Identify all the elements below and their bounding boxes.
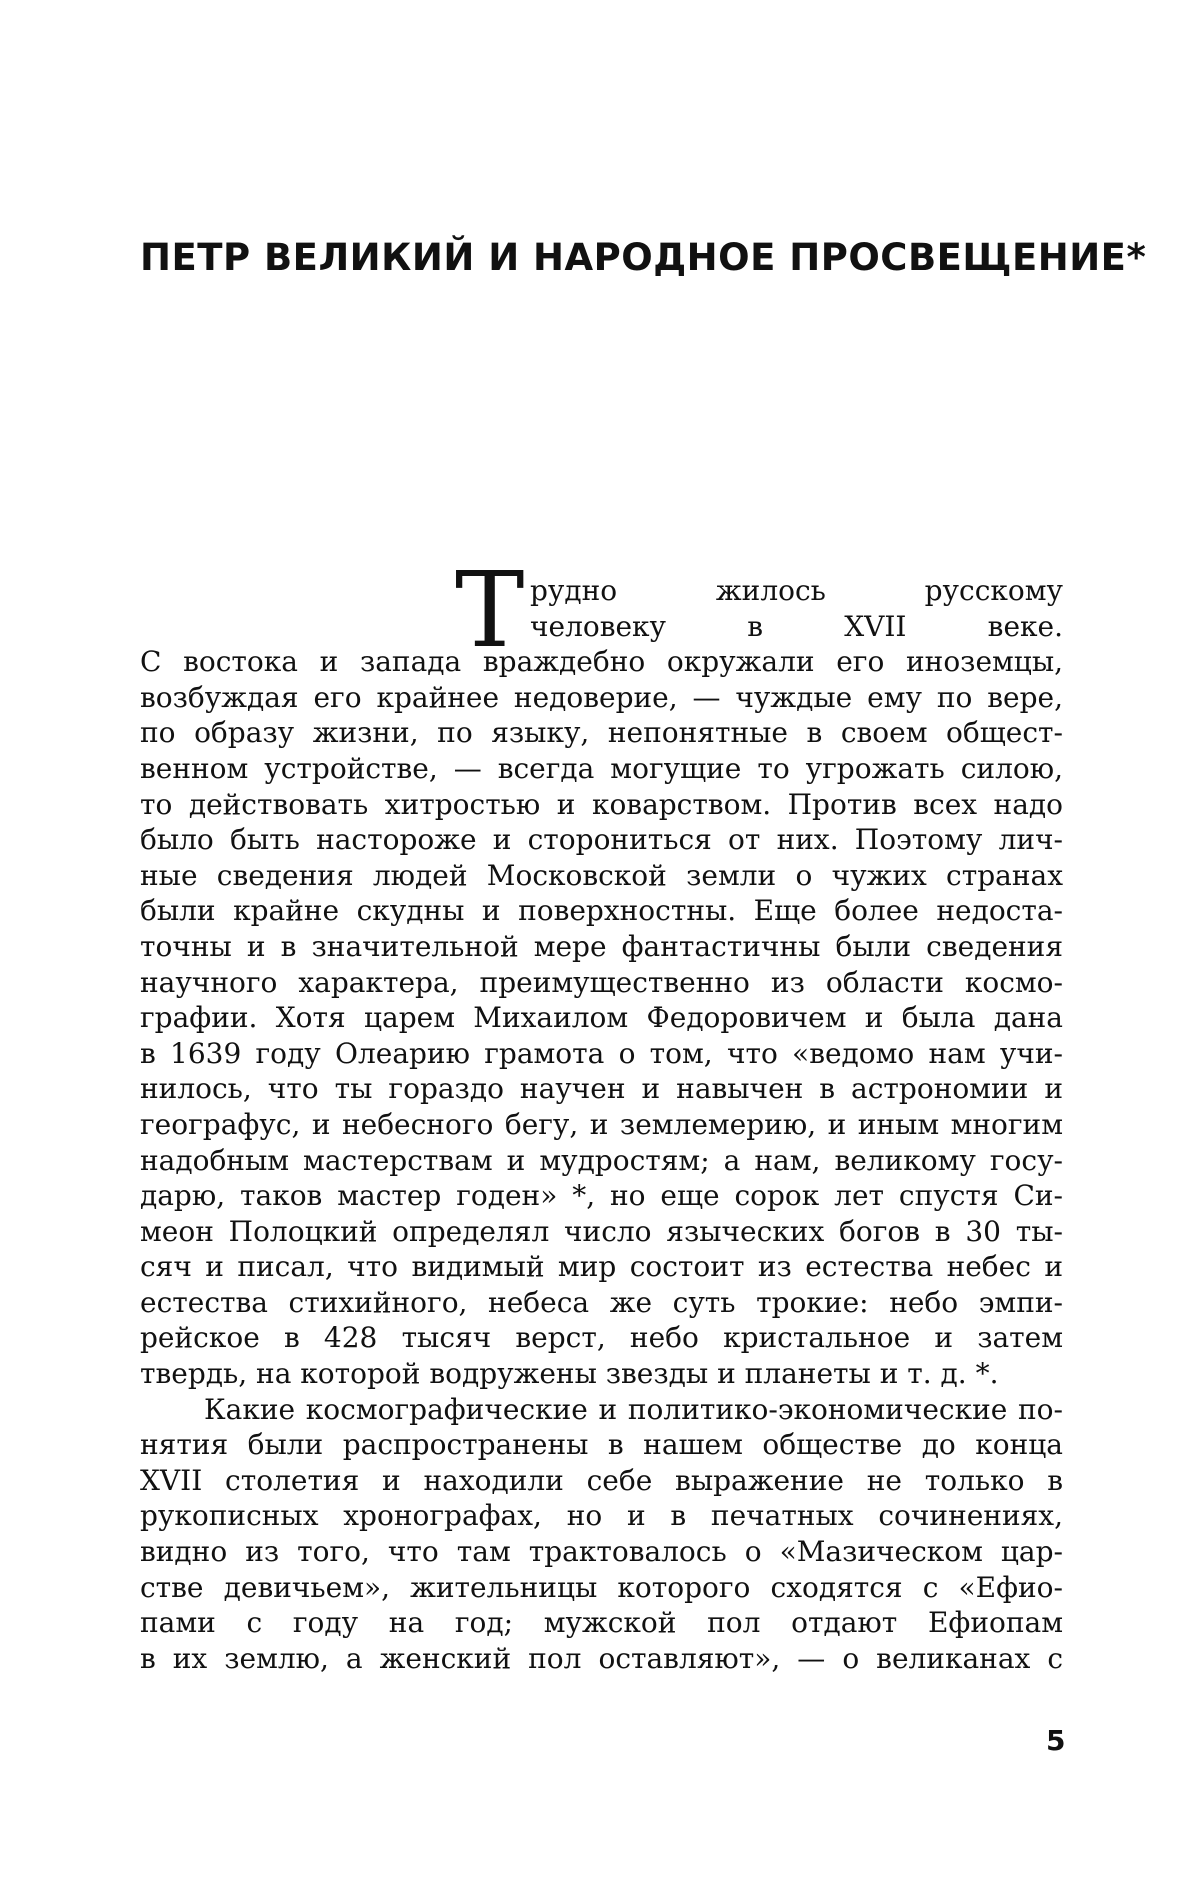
text-line: нилось, что ты гораздо научен и навычен в астрономии и xyxy=(140,1072,1063,1106)
text-line: ные сведения людей Московской земли о чужих странах xyxy=(140,858,1063,892)
page-number: 5 xyxy=(1046,1724,1066,1757)
text-line: видно из того, что там трактовалось о «Мазическом цар- xyxy=(140,1535,1063,1569)
text-line: дарю, таков мастер годен» *, но еще сорок лет спустя Си- xyxy=(140,1179,1063,1213)
body-text xyxy=(140,573,1063,1676)
text-line: были крайне скудны и поверхностны. Еще более недоста- xyxy=(140,894,1063,928)
text-line: стве девичьем», жительницы которого сходятся с «Ефио- xyxy=(140,1570,1063,1604)
text-line: меон Полоцкий определял число языческих богов в 30 ты- xyxy=(140,1214,1063,1248)
text-line: естества стихийного, небеса же суть трокие: небо эмпи- xyxy=(140,1285,1063,1319)
text-line: по образу жизни, по языку, непонятные в своем общест- xyxy=(140,716,1063,750)
text-line: научного характера, преимущественно из области космо- xyxy=(140,965,1063,999)
text-line: то действовать хитростью и коварством. Против всех надо xyxy=(140,787,1063,821)
text-line: графии. Хотя царем Михаилом Федоровичем и была дана xyxy=(140,1001,1063,1035)
text-line: рукописных хронографах, но и в печатных сочинениях, xyxy=(140,1499,1063,1533)
text-line: С востока и запада враждебно окружали его иноземцы, xyxy=(140,645,1063,679)
text-line: твердь, на которой водружены звезды и планеты и т. д. *. xyxy=(140,1357,999,1391)
text-line: рейское в 428 тысяч верст, небо кристальное и затем xyxy=(140,1321,1063,1355)
text-line: XVII столетия и находили себе выражение не только в xyxy=(140,1463,1063,1497)
text-line: сяч и писал, что видимый мир состоит из естества небес и xyxy=(140,1250,1063,1284)
text-line: в 1639 году Олеарию грамота о том, что «ведомо нам учи- xyxy=(140,1036,1063,1070)
text-line: нятия были распространены в нашем обществе до конца xyxy=(140,1428,1063,1462)
page-title: ПЕТР ВЕЛИКИЙ И НАРОДНОЕ ПРОСВЕЩЕНИЕ* xyxy=(140,236,1147,279)
drop-cap: Т xyxy=(455,549,525,671)
text-line: рудно жилось русскому xyxy=(530,574,1063,607)
text-line: в их землю, а женский пол оставляют», — о великанах с xyxy=(140,1641,1063,1675)
text-line: точны и в значительной мере фантастичны были сведения xyxy=(140,929,1063,963)
text-line: было быть настороже и сторониться от них. Поэтому лич- xyxy=(140,823,1063,857)
text-line: надобным мастерствам и мудростям; а нам, великому госу- xyxy=(140,1143,1063,1177)
text-line: венном устройстве, — всегда могущие то угрожать силою, xyxy=(140,751,1063,785)
text-line: пами с году на год; мужской пол отдают Ефиопам xyxy=(140,1606,1063,1640)
text-line: Какие космографические и политико-экономические по- xyxy=(204,1392,1063,1426)
text-line: возбуждая его крайнее недоверие, — чуждые ему по вере, xyxy=(140,680,1063,714)
text-line: человеку в XVII веке. xyxy=(530,609,1063,643)
text-line: географус, и небесного бегу, и землемерию, и иным многим xyxy=(140,1107,1063,1141)
